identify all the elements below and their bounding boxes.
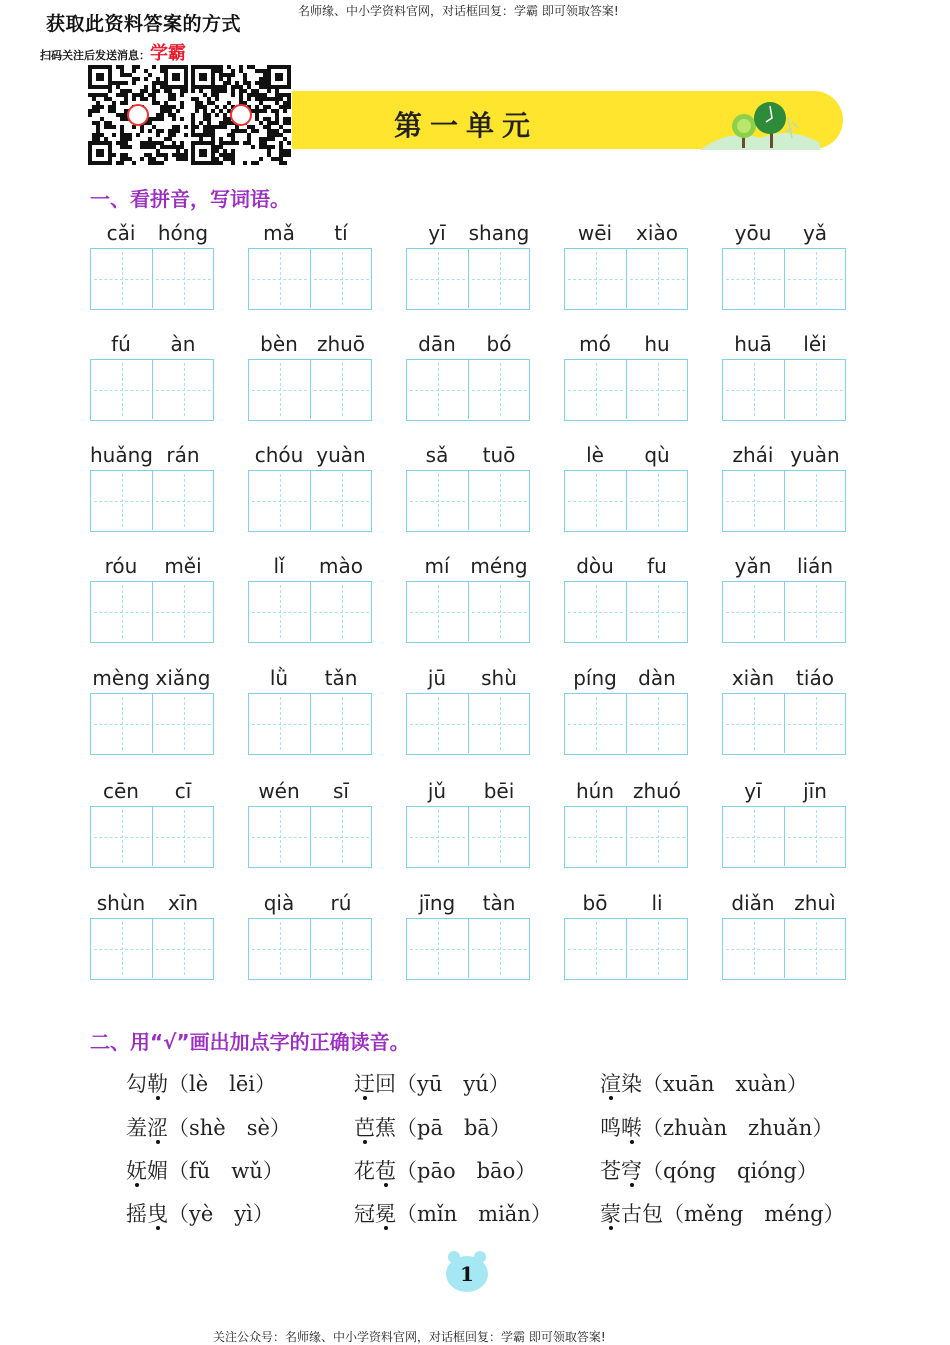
pinyin-syllable: píng <box>573 666 617 690</box>
pinyin-syllable: yuàn <box>790 443 840 467</box>
pinyin-syllable: tàn <box>482 891 516 915</box>
pinyin-syllable: jū <box>427 666 447 690</box>
emphasis-dot <box>384 1226 388 1230</box>
pinyin-syllable: dòu <box>576 554 614 578</box>
section-1-title: 一、看拼音，写词语。 <box>90 187 290 211</box>
pinyin-syllable: xiào <box>636 221 678 245</box>
pinyin-syllable: měi <box>164 554 202 578</box>
pinyin-syllable: tǎn <box>324 666 358 690</box>
pinyin-syllable: cǎi <box>106 221 136 245</box>
pinyin-syllable: bèn <box>260 332 298 356</box>
pinyin-syllable: jǔ <box>427 779 447 803</box>
pinyin-syllable: xiǎng <box>155 666 211 690</box>
reading-choice-item[interactable]: 渲染（xuān xuàn） <box>600 1072 808 1096</box>
promo-title: 获取此资料答案的方式 <box>46 13 242 35</box>
reading-choice-item[interactable]: 苍穹（qóng qióng） <box>600 1159 818 1183</box>
pinyin-syllable: bō <box>582 891 608 915</box>
reading-choice-item[interactable]: 鸣啭（zhuàn zhuǎn） <box>600 1116 834 1140</box>
reading-choice-item[interactable]: 勾勒（lè lēi） <box>126 1072 277 1096</box>
pinyin-syllable: fu <box>647 554 667 578</box>
promo-instruction: 扫码关注后发送消息： <box>40 49 150 62</box>
pinyin-syllable: cī <box>174 779 192 803</box>
pinyin-syllable: mào <box>319 554 363 578</box>
pinyin-syllable: bó <box>486 332 512 356</box>
emphasis-dot <box>363 1096 367 1100</box>
unit-title: 第一单元 <box>394 109 539 142</box>
pinyin-syllable: rú <box>330 891 352 915</box>
pinyin-syllable: lǐ <box>273 554 285 578</box>
pinyin-syllable: zhuì <box>794 891 836 915</box>
top-note: 名师缘、中小学资料官网，对话框回复：学霸 即可领取答案! <box>298 4 619 18</box>
section-2-title: 二、用“√”画出加点字的正确读音。 <box>90 1030 410 1054</box>
pinyin-syllable: bēi <box>483 779 515 803</box>
pinyin-syllable: jīn <box>803 779 827 803</box>
pinyin-syllable: shang <box>468 221 530 245</box>
pinyin-syllable: yǎ <box>802 221 828 245</box>
pinyin-syllable: shù <box>481 666 517 690</box>
pinyin-syllable: tí <box>334 221 348 245</box>
pinyin-syllable: yī <box>428 221 446 245</box>
reading-choice-item[interactable]: 羞涩（shè sè） <box>126 1116 291 1140</box>
pinyin-syllable: xiàn <box>731 666 775 690</box>
pinyin-syllable: lián <box>796 554 834 578</box>
pinyin-syllable: qù <box>644 443 670 467</box>
pinyin-syllable: sī <box>333 779 349 803</box>
reading-choice-item[interactable]: 冠冕（mǐn miǎn） <box>354 1202 552 1226</box>
reading-choice-item[interactable]: 蒙古包（měng méng） <box>600 1202 845 1226</box>
pinyin-syllable: hóng <box>157 221 209 245</box>
reading-choice-item[interactable]: 摇曳（yè yì） <box>126 1202 274 1226</box>
pinyin-syllable: àn <box>170 332 196 356</box>
pinyin-syllable: dān <box>418 332 456 356</box>
pinyin-syllable: li <box>651 891 663 915</box>
pinyin-syllable: zhuó <box>632 779 682 803</box>
pinyin-syllable: hún <box>575 779 615 803</box>
pinyin-syllable: lěi <box>803 332 827 356</box>
pinyin-syllable: lè <box>586 443 604 467</box>
emphasis-dot <box>156 1226 160 1230</box>
pinyin-syllable: shùn <box>96 891 146 915</box>
pinyin-syllable: mèng <box>92 666 150 690</box>
pinyin-syllable: méng <box>470 554 528 578</box>
pinyin-syllable: mǎ <box>263 221 295 245</box>
promo-keyword: 学霸 <box>150 43 186 64</box>
pinyin-syllable: xīn <box>167 891 199 915</box>
emphasis-dot <box>384 1183 388 1187</box>
pinyin-syllable: tiáo <box>796 666 834 690</box>
reading-choice-item[interactable]: 芭蕉（pā bā） <box>354 1116 511 1140</box>
pinyin-syllable: yōu <box>734 221 772 245</box>
pinyin-syllable: tuō <box>482 443 516 467</box>
pinyin-syllable: sǎ <box>425 443 449 467</box>
emphasis-dot <box>630 1140 634 1144</box>
pinyin-syllable: zhuō <box>316 332 366 356</box>
pinyin-syllable: jīng <box>418 891 456 915</box>
emphasis-dot <box>609 1096 613 1100</box>
pinyin-syllable: zhái <box>732 443 774 467</box>
reading-choice-item[interactable]: 妩媚（fǔ wǔ） <box>126 1159 284 1183</box>
reading-choice-item[interactable]: 花苞（pāo bāo） <box>354 1159 537 1183</box>
pinyin-syllable: wén <box>258 779 300 803</box>
reading-choice-item[interactable]: 迂回（yū yú） <box>354 1072 510 1096</box>
pinyin-syllable: yǎn <box>734 554 772 578</box>
emphasis-dot <box>630 1183 634 1187</box>
pinyin-syllable: róu <box>104 554 138 578</box>
emphasis-dot <box>609 1226 613 1230</box>
pinyin-syllable: mí <box>424 554 450 578</box>
pinyin-syllable: cēn <box>103 779 139 803</box>
pinyin-syllable: hu <box>644 332 670 356</box>
page-number-badge <box>446 1256 488 1292</box>
pinyin-syllable: huā <box>734 332 772 356</box>
pinyin-syllable: diǎn <box>731 891 775 915</box>
pinyin-syllable: rán <box>166 443 200 467</box>
pinyin-syllable: chóu <box>254 443 304 467</box>
emphasis-dot <box>363 1140 367 1144</box>
emphasis-dot <box>156 1140 160 1144</box>
pinyin-syllable: yī <box>744 779 762 803</box>
pinyin-syllable: dàn <box>638 666 676 690</box>
pinyin-syllable: yuàn <box>316 443 366 467</box>
pinyin-syllable: huǎng <box>90 443 153 467</box>
pinyin-syllable: wēi <box>577 221 613 245</box>
emphasis-dot <box>156 1096 160 1100</box>
pinyin-syllable: lǜ <box>269 666 289 690</box>
pinyin-syllable: mó <box>579 332 611 356</box>
pinyin-syllable: fú <box>111 332 131 356</box>
emphasis-dot <box>135 1183 139 1187</box>
pinyin-syllable: qià <box>263 891 295 915</box>
footer-note: 关注公众号：名师缘、中小学资料官网，对话框回复：学霸 即可领取答案! <box>213 1330 606 1344</box>
page-number: 1 <box>460 1262 474 1286</box>
